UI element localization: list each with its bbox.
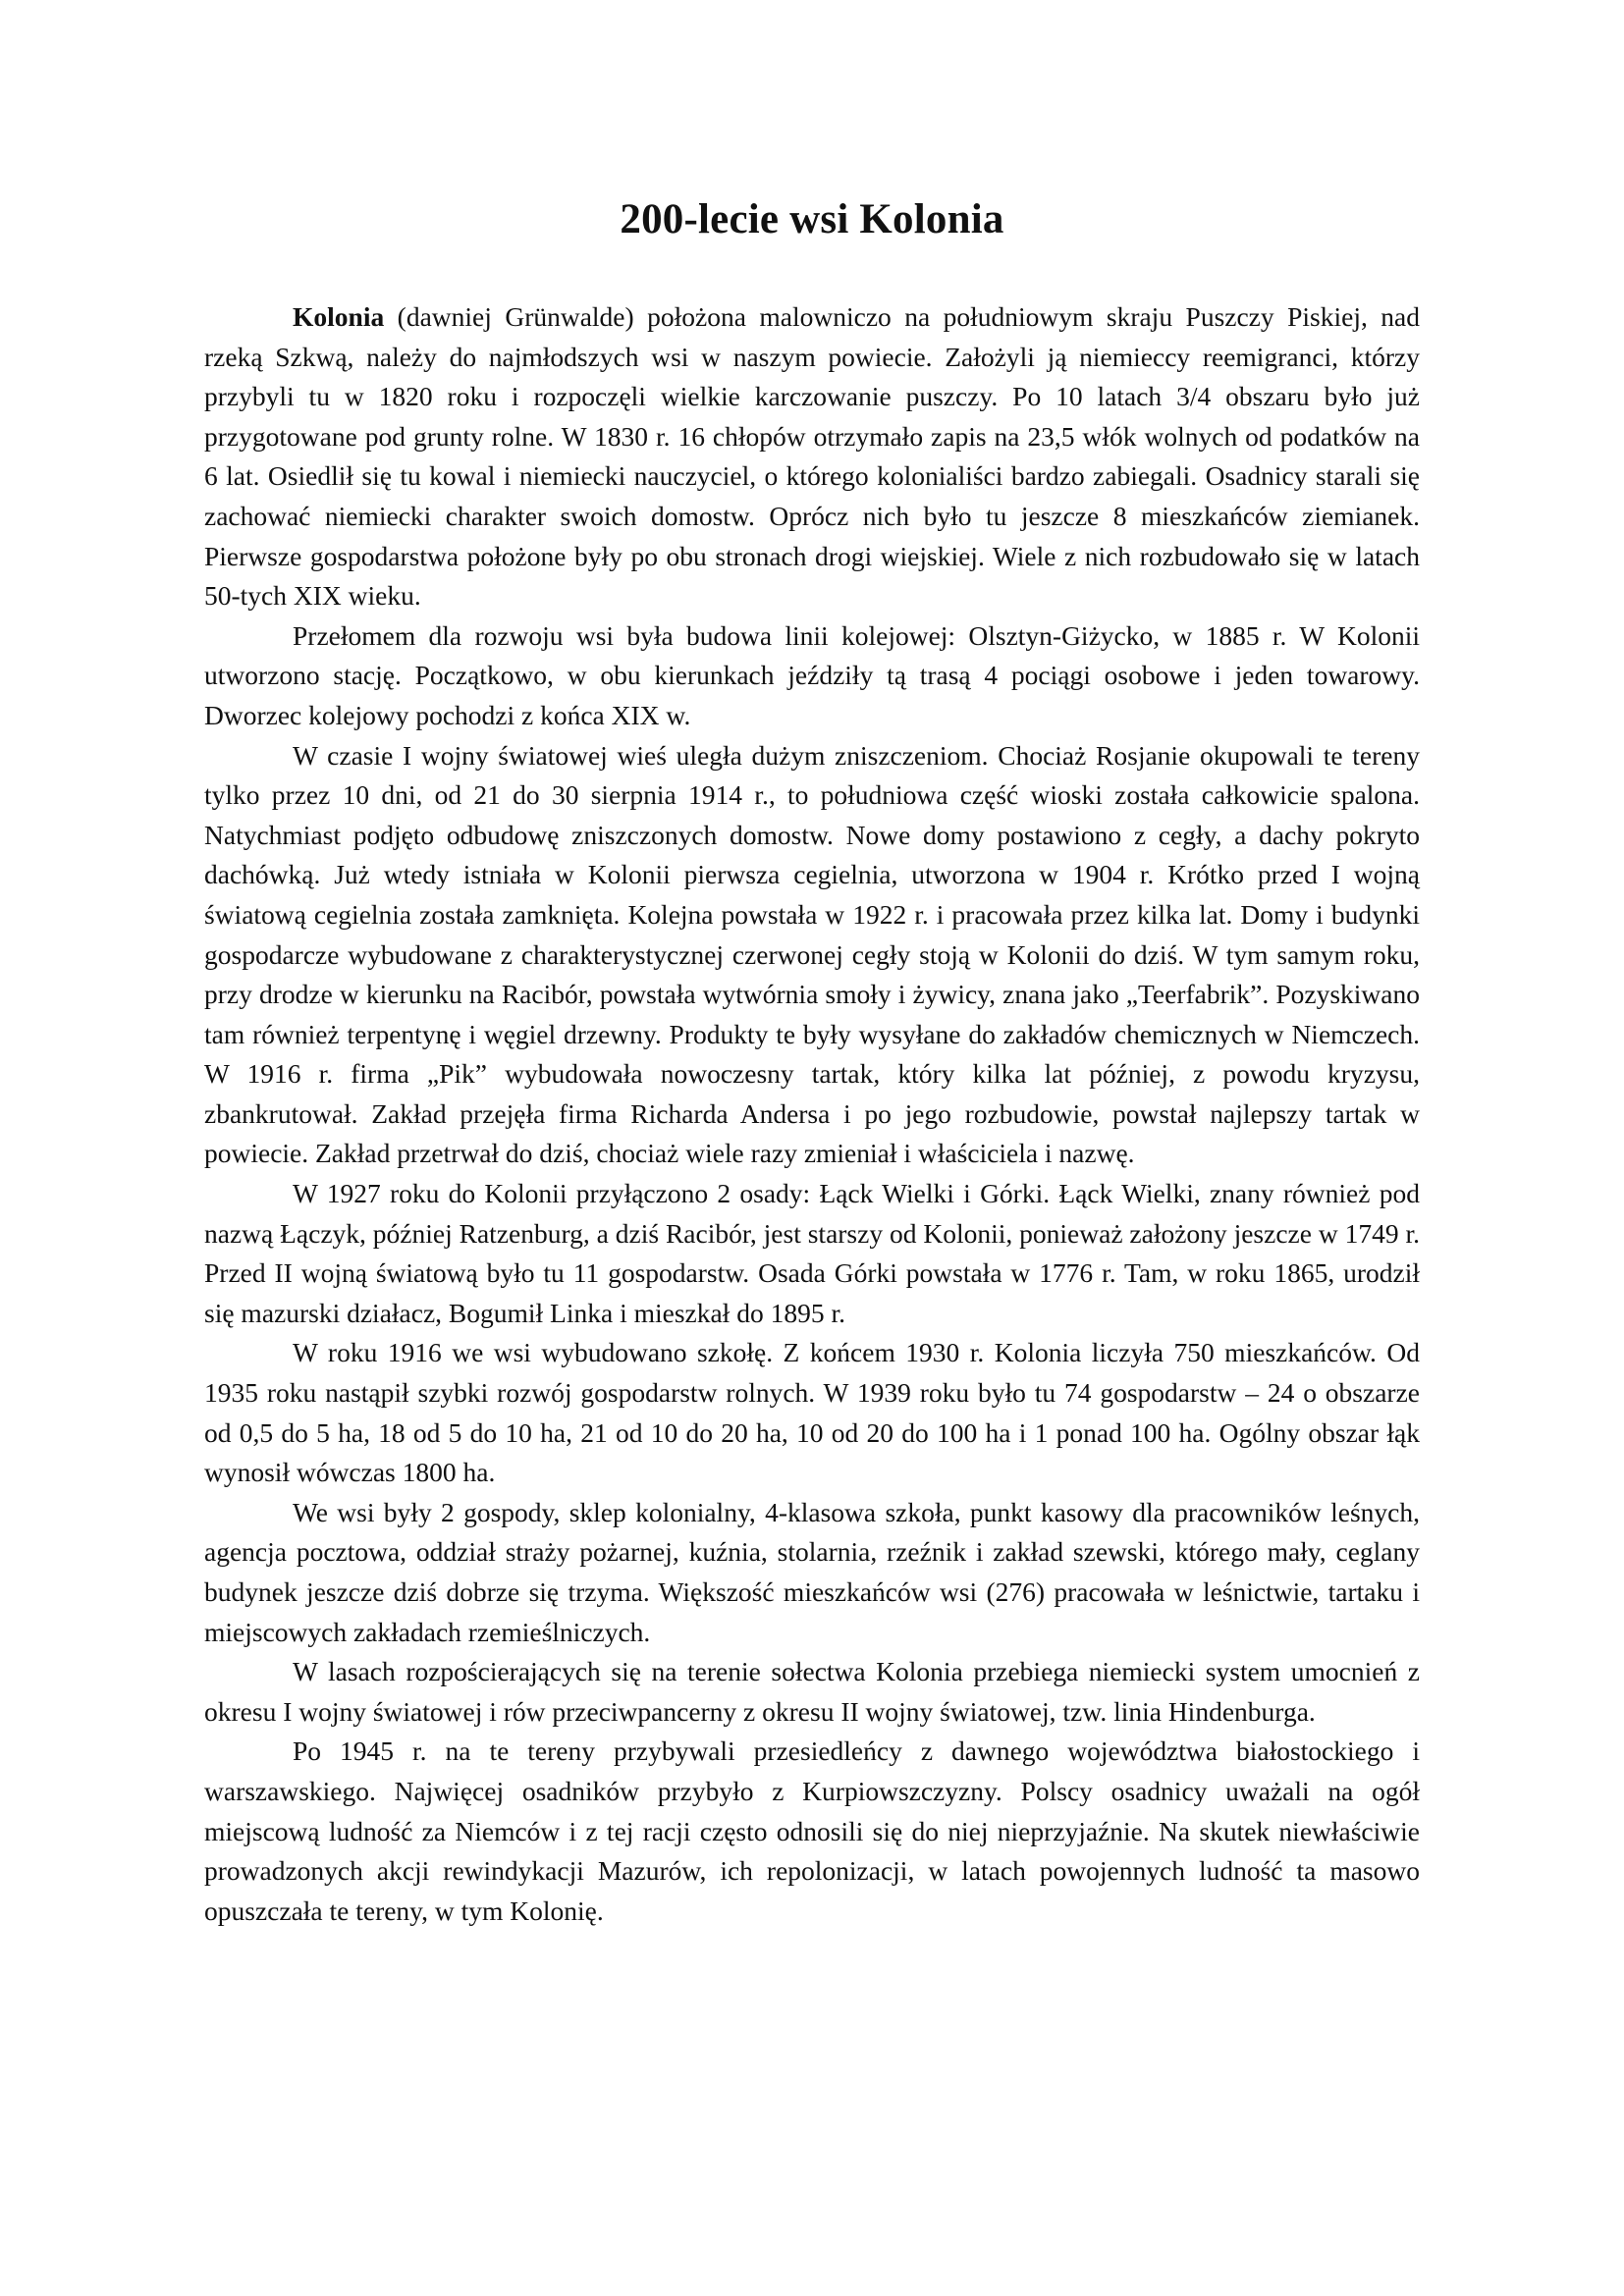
paragraph-7: W lasach rozpościerających się na terenie sołectwa Kolonia przebiega niemiecki system umocnień z okresu I wojny światowej i rów przeciwpancerny z okresu II wojny światowej, tzw. linia Hindenburga. <box>204 1656 1420 1727</box>
document-page <box>204 192 1420 1931</box>
paragraph-1-lead: Kolonia <box>293 301 385 332</box>
paragraph-1 <box>204 297 1420 616</box>
paragraph-6: We wsi były 2 gospody, sklep kolonialny, 4-klasowa szkoła, punkt kasowy dla pracowników leśnych, agencja pocztowa, oddział straży pożarnej, kuźnia, stolarnia, rzeźnik i zakład szewski, którego mały, ceglany budynek jeszcze dziś dobrze się trzyma. Większość mieszkańców wsi (276) pracowała w leśnictwie, tartaku i miejscowych zakładach rzemieślniczych. <box>204 1496 1420 1647</box>
paragraph-8: Po 1945 r. na te tereny przybywali przesiedleńcy z dawnego województwa białostockiego i warszawskiego. Najwięcej osadników przybyło z Kurpiowszczyzny. Polscy osadnicy uważali na ogół miejscową ludność za Niemców i z tej racji często odnosili się do niej nieprzyjaźnie. Na skutek niewłaściwie prowadzonych akcji rewindykacji Mazurów, ich repolonizacji, w latach powojennych ludność ta masowo opuszczała te tereny, w tym Kolonię. <box>204 1735 1420 1926</box>
paragraph-2: Przełomem dla rozwoju wsi była budowa linii kolejowej: Olsztyn-Giżycko, w 1885 r. W Kolonii utworzono stację. Początkowo, w obu kierunkach jeździły tą trasą 4 pociągi osobowe i jeden towarowy. Dworzec kolejowy pochodzi z końca XIX w. <box>204 619 1420 730</box>
paragraph-5: W roku 1916 we wsi wybudowano szkołę. Z końcem 1930 r. Kolonia liczyła 750 mieszkańców. Od 1935 roku nastąpił szybki rozwój gospodarstw rolnych. W 1939 roku było tu 74 gospodarstw – 24 o obszarze od 0,5 do 5 ha, 18 od 5 do 10 ha, 21 od 10 do 20 ha, 10 od 20 do 100 ha i 1 ponad 100 ha. Ogólny obszar łąk wynosił wówczas 1800 ha. <box>204 1337 1420 1488</box>
paragraph-1-text: (dawniej Grünwalde) położona malowniczo na południowym skraju Puszczy Piskiej, nad rzeką Szkwą, należy do najmłodszych wsi w naszym powiecie. Założyli ją niemieccy reemigranci, którzy przybyli tu w 1820 roku i rozpoczęli wielkie karczowanie puszczy. Po 10 latach 3/4 obszaru było już przygotowane pod grunty rolne. W 1830 r. 16 chłopów otrzymało zapis na 23,5 włók wolnych od podatków na 6 lat. Osiedlił się tu kowal i niemiecki nauczyciel, o którego kolonialiści bardzo zabiegali. Osadnicy starali się zachować niemiecki charakter swoich domostw. Oprócz nich było tu jeszcze 8 mieszkańców ziemianek. Pierwsze gospodarstwa położone były po obu stronach drogi wiejskiej. Wiele z nich rozbudowało się w latach 50-tych XIX wieku. <box>204 301 1420 612</box>
paragraph-4: W 1927 roku do Kolonii przyłączono 2 osady: Łąck Wielki i Górki. Łąck Wielki, znany również pod nazwą Łączyk, później Ratzenburg, a dziś Racibór, jest starszy od Kolonii, ponieważ założony jeszcze w 1749 r. Przed II wojną światową było tu 11 gospodarstw. Osada Górki powstała w 1776 r. Tam, w roku 1865, urodził się mazurski działacz, Bogumił Linka i mieszkał do 1895 r. <box>204 1178 1420 1328</box>
page-title: 200-lecie wsi Kolonia <box>620 196 1004 242</box>
paragraph-3: W czasie I wojny światowej wieś uległa dużym zniszczeniom. Chociaż Rosjanie okupowali te tereny tylko przez 10 dni, od 21 do 30 sierpnia 1914 r., to południowa część wioski została całkowicie spalona. Natychmiast podjęto odbudowę zniszczonych domostw. Nowe domy postawiono z cegły, a dachy pokryto dachówką. Już wtedy istniała w Kolonii pierwsza cegielnia, utworzona w 1904 r. Krótko przed I wojną światową cegielnia została zamknięta. Kolejna powstała w 1922 r. i pracowała przez kilka lat. Domy i budynki gospodarcze wybudowane z charakterystycznej czerwonej cegły stoją w Kolonii do dziś. W tym samym roku, przy drodze w kierunku na Racibór, powstała wytwórnia smoły i żywicy, znana jako „Teerfabrik”. Pozyskiwano tam również terpentynę i węgiel drzewny. Produkty te były wysyłane do zakładów chemicznych w Niemczech. W 1916 r. firma „Pik” wybudowała nowoczesny tartak, który kilka lat później, z powodu kryzysu, zbankrutował. Zakład przejęła firma Richarda Andersa i po jego rozbudowie, powstał najlepszy tartak w powiecie. Zakład przetrwał do dziś, chociaż wiele razy zmieniał i właściciela i nazwę. <box>204 739 1420 1169</box>
